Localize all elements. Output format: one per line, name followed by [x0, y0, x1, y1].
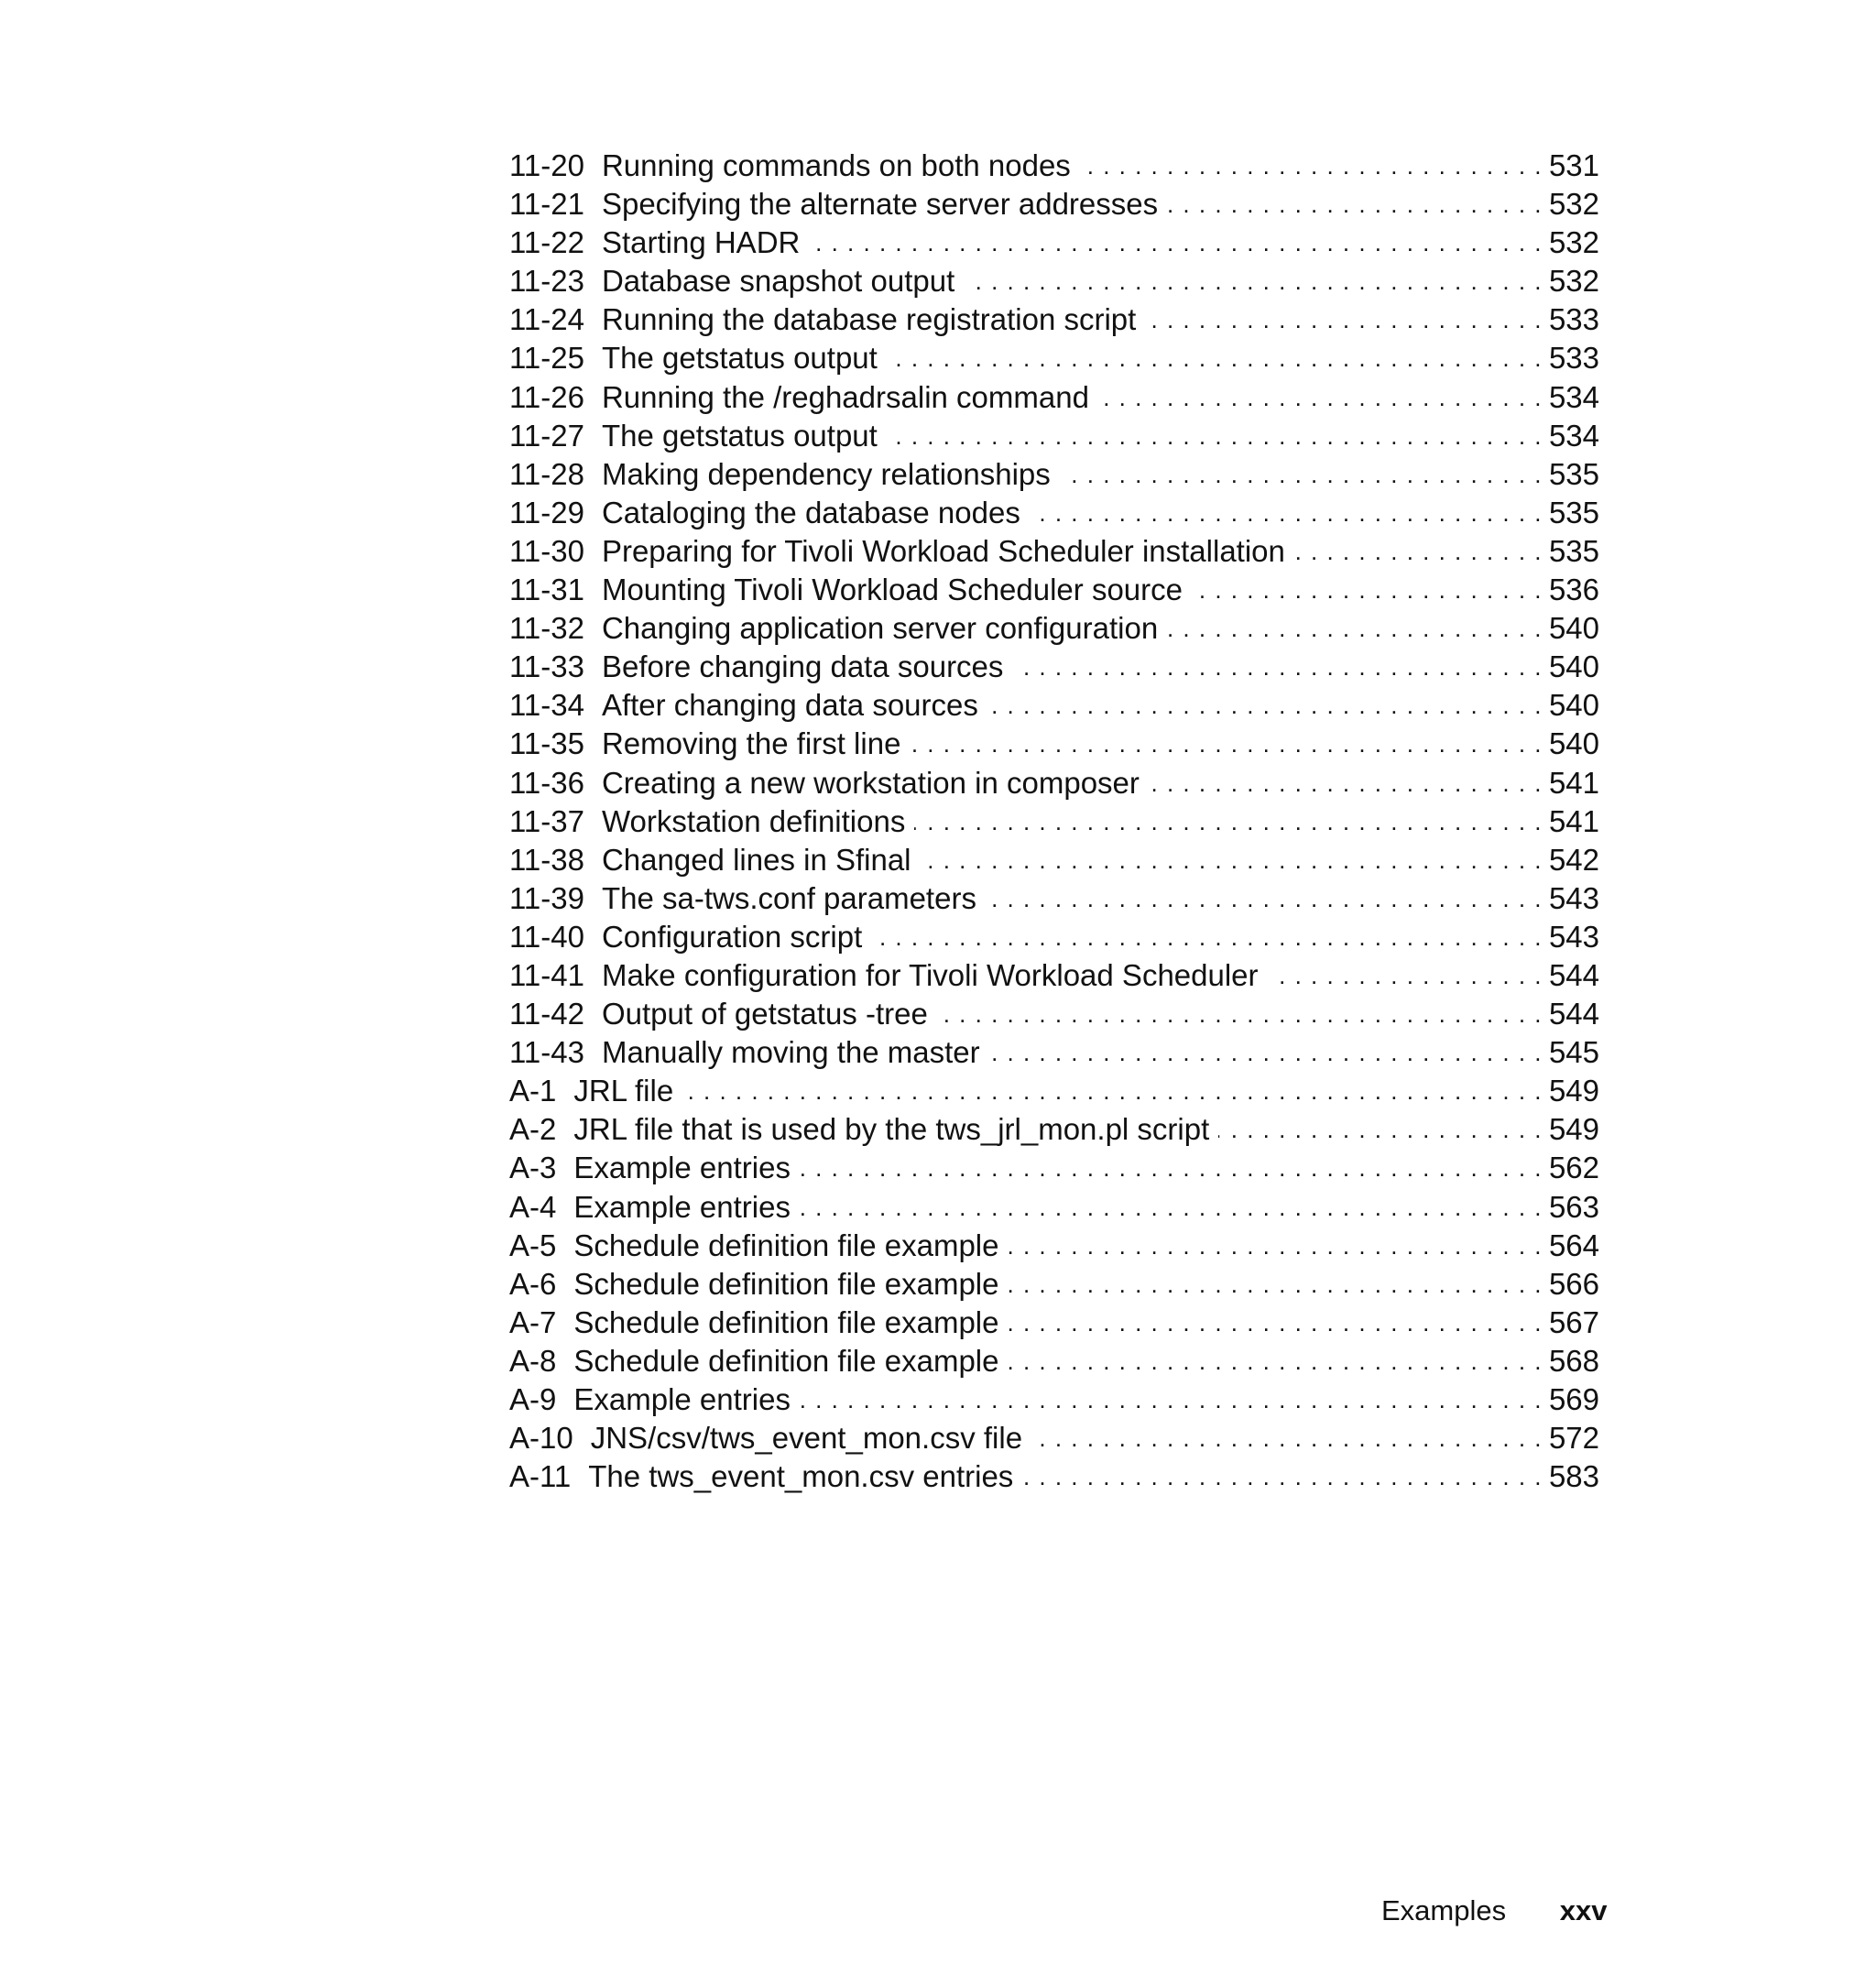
example-number: A-9: [509, 1382, 557, 1416]
example-page-number: 532: [1548, 264, 1599, 299]
example-entry: [509, 1072, 1599, 1110]
footer-page-number: xxv: [1559, 1894, 1608, 1926]
example-entry: [509, 879, 1599, 918]
example-page-number: 534: [1548, 379, 1599, 414]
example-entry: [509, 300, 1599, 339]
dot-leader: [964, 262, 1543, 300]
dot-leader: [1294, 532, 1543, 571]
page-footer: [1381, 1893, 1607, 1929]
dot-leader: [1030, 494, 1543, 532]
example-title: Cataloging the database nodes: [601, 495, 1020, 529]
example-entry: [509, 918, 1599, 956]
example-number: 11-32: [509, 611, 584, 646]
dot-leader: [987, 686, 1543, 725]
example-entry: [509, 455, 1599, 494]
example-entry: [509, 185, 1599, 224]
example-page-number: 532: [1548, 225, 1599, 260]
example-entry: [509, 725, 1599, 763]
dot-leader: [1268, 956, 1543, 995]
example-number: 11-38: [509, 842, 584, 877]
example-number: 11-20: [509, 148, 584, 182]
example-page-number: 540: [1548, 649, 1599, 684]
example-number: 11-25: [509, 341, 584, 376]
example-page-number: 583: [1548, 1459, 1599, 1494]
example-title: JRL file that is used by the tws_jrl_mon.pl script: [573, 1112, 1210, 1147]
footer-section-label: Examples: [1381, 1894, 1507, 1926]
example-entry: [509, 686, 1599, 725]
example-number: 11-41: [509, 957, 584, 992]
example-number: A-11: [509, 1459, 572, 1494]
example-page-number: 541: [1548, 765, 1599, 800]
example-entry: [509, 147, 1599, 185]
dot-leader: [1145, 300, 1543, 339]
example-entry: [509, 956, 1599, 995]
example-page-number: 543: [1548, 919, 1599, 954]
example-title: Configuration script: [601, 919, 863, 954]
example-title: The getstatus output: [601, 341, 878, 376]
dot-leader: [1009, 1265, 1543, 1304]
example-page-number: 562: [1548, 1151, 1599, 1185]
example-number: 11-36: [509, 765, 584, 800]
example-number: 11-31: [509, 573, 584, 607]
example-page-number: 541: [1548, 803, 1599, 838]
example-page-number: 566: [1548, 1266, 1599, 1301]
example-title: Starting HADR: [601, 225, 801, 260]
example-title: Creating a new workstation in composer: [601, 765, 1140, 800]
example-entry: [509, 1188, 1599, 1227]
example-number: A-4: [509, 1189, 557, 1224]
example-title: Schedule definition file example: [573, 1228, 999, 1262]
dot-leader: [1080, 147, 1543, 185]
example-title: Example entries: [573, 1151, 791, 1185]
example-title: The getstatus output: [601, 418, 878, 453]
example-page-number: 545: [1548, 1035, 1599, 1070]
example-title: JRL file: [573, 1074, 674, 1108]
example-page-number: 540: [1548, 611, 1599, 646]
example-entry: [509, 841, 1599, 879]
example-title: Example entries: [573, 1382, 791, 1416]
example-page-number: 544: [1548, 957, 1599, 992]
example-title: Schedule definition file example: [573, 1304, 999, 1339]
example-entry: [509, 1380, 1599, 1419]
example-number: A-10: [509, 1421, 573, 1456]
dot-leader: [1167, 609, 1543, 648]
example-entry: [509, 1265, 1599, 1304]
example-number: A-3: [509, 1151, 557, 1185]
example-entry: [509, 262, 1599, 300]
example-entry: [509, 764, 1599, 802]
dot-leader: [887, 417, 1543, 455]
example-number: 11-34: [509, 688, 584, 723]
example-title: Removing the first line: [601, 726, 901, 761]
dot-leader: [1218, 1110, 1543, 1149]
example-title: The sa-tws.conf parameters: [601, 880, 976, 915]
example-entry: [509, 494, 1599, 532]
dot-leader: [1012, 648, 1543, 686]
example-entry: [509, 224, 1599, 262]
example-entry: [509, 417, 1599, 455]
example-entry: [509, 995, 1599, 1033]
example-number: 11-43: [509, 1035, 584, 1070]
example-entry: [509, 1342, 1599, 1380]
dot-leader: [1167, 185, 1543, 224]
example-entry: [509, 1304, 1599, 1342]
example-number: 11-40: [509, 919, 584, 954]
example-number: 11-24: [509, 302, 584, 337]
example-entry: [509, 1227, 1599, 1265]
example-number: A-1: [509, 1074, 557, 1108]
example-number: 11-21: [509, 187, 584, 222]
dot-leader: [914, 802, 1543, 841]
example-page-number: 564: [1548, 1228, 1599, 1262]
example-entry: [509, 378, 1599, 417]
dot-leader: [986, 879, 1543, 918]
example-title: Make configuration for Tivoli Workload Scheduler: [601, 957, 1259, 992]
example-page-number: 533: [1548, 341, 1599, 376]
example-title: After changing data sources: [601, 688, 978, 723]
dot-leader: [1192, 571, 1543, 609]
example-entry: [509, 532, 1599, 571]
dot-leader: [921, 841, 1543, 879]
dot-leader: [910, 725, 1543, 763]
example-page-number: 563: [1548, 1189, 1599, 1224]
dot-leader: [1009, 1342, 1543, 1380]
example-title: Database snapshot output: [601, 264, 955, 299]
example-number: 11-42: [509, 997, 584, 1031]
dot-leader: [682, 1072, 1543, 1110]
example-title: Changed lines in Sfinal: [601, 842, 911, 877]
example-entry: [509, 648, 1599, 686]
dot-leader: [989, 1033, 1543, 1072]
example-entry: [509, 1149, 1599, 1187]
example-entry: [509, 1110, 1599, 1149]
example-title: Running commands on both nodes: [601, 148, 1071, 182]
dot-leader: [887, 339, 1543, 377]
example-page-number: 535: [1548, 456, 1599, 491]
example-page-number: 540: [1548, 726, 1599, 761]
example-page-number: 549: [1548, 1074, 1599, 1108]
dot-leader: [800, 1149, 1543, 1187]
dot-leader: [1098, 378, 1543, 417]
dot-leader: [871, 918, 1543, 956]
example-entry: [509, 1457, 1599, 1496]
example-title: Before changing data sources: [601, 649, 1004, 684]
example-page-number: 533: [1548, 302, 1599, 337]
dot-leader: [1149, 764, 1543, 802]
example-title: The tws_event_mon.csv entries: [588, 1459, 1014, 1494]
example-title: Example entries: [573, 1189, 791, 1224]
example-page-number: 534: [1548, 418, 1599, 453]
example-title: Making dependency relationships: [601, 456, 1051, 491]
dot-leader: [809, 224, 1543, 262]
dot-leader: [1022, 1457, 1543, 1496]
example-title: Output of getstatus -tree: [601, 997, 928, 1031]
example-number: 11-29: [509, 495, 584, 529]
example-page-number: 536: [1548, 573, 1599, 607]
example-page-number: 532: [1548, 187, 1599, 222]
example-number: A-2: [509, 1112, 557, 1147]
example-number: 11-30: [509, 533, 584, 568]
example-number: A-5: [509, 1228, 557, 1262]
example-entry: [509, 802, 1599, 841]
example-title: Workstation definitions: [601, 803, 906, 838]
example-number: A-7: [509, 1304, 557, 1339]
example-page-number: 567: [1548, 1304, 1599, 1339]
example-title: JNS/csv/tws_event_mon.csv file: [590, 1421, 1023, 1456]
example-page-number: 540: [1548, 688, 1599, 723]
example-number: 11-22: [509, 225, 584, 260]
example-number: 11-23: [509, 264, 584, 299]
example-page-number: 535: [1548, 533, 1599, 568]
dot-leader: [1009, 1227, 1543, 1265]
example-number: 11-26: [509, 379, 584, 414]
dot-leader: [800, 1380, 1543, 1419]
example-title: Changing application server configuration: [601, 611, 1159, 646]
example-page-number: 543: [1548, 880, 1599, 915]
examples-list: [509, 147, 1599, 1496]
example-number: A-6: [509, 1266, 557, 1301]
dot-leader: [800, 1188, 1543, 1227]
dot-leader: [937, 995, 1543, 1033]
example-number: 11-33: [509, 649, 584, 684]
example-number: 11-39: [509, 880, 584, 915]
example-number: 11-27: [509, 418, 584, 453]
example-number: 11-35: [509, 726, 584, 761]
example-title: Specifying the alternate server addresses: [601, 187, 1159, 222]
example-title: Preparing for Tivoli Workload Scheduler installation: [601, 533, 1285, 568]
example-number: 11-28: [509, 456, 584, 491]
example-page-number: 544: [1548, 997, 1599, 1031]
example-page-number: 572: [1548, 1421, 1599, 1456]
example-title: Running the /reghadrsalin command: [601, 379, 1089, 414]
example-number: 11-37: [509, 803, 584, 838]
example-title: Mounting Tivoli Workload Scheduler source: [601, 573, 1183, 607]
dot-leader: [1009, 1304, 1543, 1342]
example-entry: [509, 571, 1599, 609]
example-title: Running the database registration script: [601, 302, 1137, 337]
example-page-number: 531: [1548, 148, 1599, 182]
dot-leader: [1031, 1419, 1543, 1457]
example-entry: [509, 609, 1599, 648]
dot-leader: [1060, 455, 1543, 494]
example-page-number: 569: [1548, 1382, 1599, 1416]
example-entry: [509, 1033, 1599, 1072]
example-page-number: 535: [1548, 495, 1599, 529]
example-entry: [509, 1419, 1599, 1457]
example-title: Manually moving the master: [601, 1035, 980, 1070]
example-number: A-8: [509, 1343, 557, 1378]
example-page-number: 568: [1548, 1343, 1599, 1378]
example-title: Schedule definition file example: [573, 1266, 999, 1301]
example-title: Schedule definition file example: [573, 1343, 999, 1378]
example-page-number: 542: [1548, 842, 1599, 877]
example-page-number: 549: [1548, 1112, 1599, 1147]
example-entry: [509, 339, 1599, 377]
